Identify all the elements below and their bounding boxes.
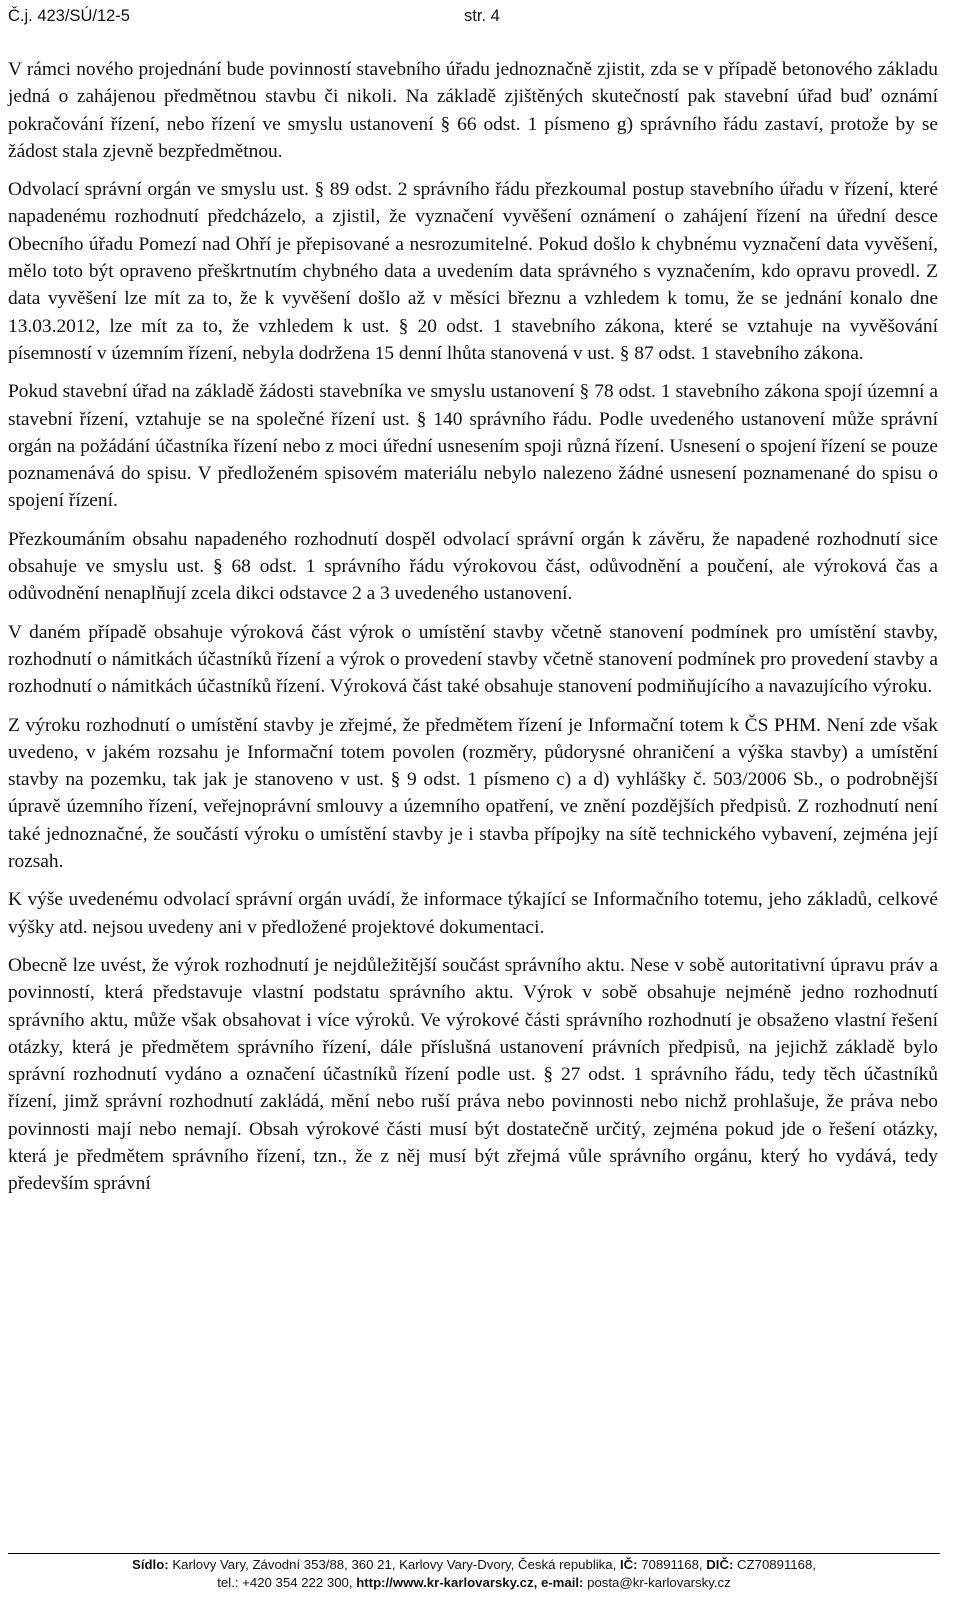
seat-label: Sídlo:: [132, 1557, 169, 1572]
paragraph: Přezkoumáním obsahu napadeného rozhodnutí dospěl odvolací správní orgán k závěru, že napadené rozhodnutí sice obsahuje ve smyslu ust. § 68 odst. 1 správního řádu výrokovou část, odůvodnění a poučení, ale výroková čas a odůvodnění nenaplňují zcela dikci odstavce 2 a 3 uvedeného ustanovení.: [8, 528, 938, 605]
email-label: e-mail:: [540, 1574, 584, 1590]
phone-value: tel.: +420 354 222 300,: [217, 1574, 353, 1590]
document-body: [8, 56, 938, 1209]
page-header: [8, 4, 952, 28]
footer-contact-row: [8, 1574, 940, 1592]
page-footer: [8, 1556, 940, 1591]
footer-address-row: [8, 1556, 940, 1574]
website-link[interactable]: http://www.kr-karlovarsky.cz,: [356, 1574, 538, 1590]
paragraph: V daném případě obsahuje výroková část výrok o umístění stavby včetně stanovení podmínek pro umístění stavby, rozhodnutí o námitkách účastníků řízení a výrok o provedení stavby včetně stanovení podmínek pro provedení stavby a rozhodnutí o námitkách účastníků řízení. Výroková část také obsahuje stanovení podmiňujícího a navazujícího výroku.: [8, 621, 938, 698]
dic-label: DIČ:: [706, 1557, 734, 1572]
ico-value: 70891168,: [641, 1557, 703, 1572]
paragraph: Z výroku rozhodnutí o umístění stavby je zřejmé, že předmětem řízení je Informační totem k ČS PHM. Není zde však uvedeno, v jakém rozsahu je Informační totem povolen (rozměry, půdorysné ohraničení a výška stavby) a umístění stavby na pozemku, tak jak je stanoveno v ust. § 9 odst. 1 písmeno c) a d) vyhlášky č. 503/2006 Sb., o podrobnější úpravě územního řízení, veřejnoprávní smlouvy a územního opatření, ve znění pozdějších předpisů. Z rozhodnutí není také jednoznačné, že součástí výroku o umístění stavby je i stavba přípojky na sítě technického vybavení, zejména její rozsah.: [8, 714, 938, 873]
email-link[interactable]: posta@kr-karlovarsky.cz: [587, 1574, 731, 1590]
reference-number: Č.j. 423/SÚ/12-5: [8, 7, 130, 25]
paragraph: K výše uvedenému odvolací správní orgán uvádí, že informace týkající se Informačního totemu, jeho základů, celkové výšky atd. nejsou uvedeny ani v předložené projektové dokumentaci.: [8, 889, 938, 938]
dic-value: CZ70891168,: [737, 1557, 816, 1572]
paragraph: Odvolací správní orgán ve smyslu ust. § 89 odst. 2 správního řádu přezkoumal postup stavebního úřadu v řízení, které napadenému rozhodnutí předcházelo, a zjistil, že vyznačení vyvěšení oznámení o zahájení řízení na úřední desce Obecního úřadu Pomezí nad Ohří je přepisované a nesrozumitelné. Pokud došlo k chybnému vyznačení data vyvěšení, mělo toto být opraveno přeškrtnutím chybného data a uvedením data správného s vyznačením, kdo opravu provedl. Z data vyvěšení lze mít za to, že k vyvěšení došlo až v měsíci březnu a vzhledem k tomu, že se jednání konalo dne 13.03.2012, lze mít za to, že vzhledem k ust. § 20 odst. 1 stavebního zákona, které se vztahuje na vyvěšování písemností v územním řízení, nebyla dodržena 15 denní lhůta stanovená v ust. § 87 odst. 1 stavebního zákona.: [8, 179, 938, 364]
paragraph: Obecně lze uvést, že výrok rozhodnutí je nejdůležitější součást správního aktu. Nese v sobě autoritativní úpravu práv a povinností, která představuje vlastní podstatu správního aktu. Výrok v sobě obsahuje nejméně jedno rozhodnutí správního aktu, může však obsahovat i více výroků. Ve výrokové části správního rozhodnutí je obsaženo vlastní řešení otázky, která je předmětem správního řízení, dále příslušná ustanovení právních předpisů, na jejichž základě bylo správní rozhodnutí vydáno a označení účastníků řízení podle ust. § 27 odst. 1 správního řádu, tedy těch účastníků řízení, jimž správní rozhodnutí zakládá, mění nebo ruší práva nebo povinnosti nebo nichž prohlašuje, že práva nebo povinnosti mají nebo nemají. Obsah výrokové části musí být dostatečně určitý, zejména pokud jde o řešení otázky, která je předmětem správního řízení, tzn., že z něj musí být zřejmá vůle správního orgánu, který ho vydává, tedy především správní: [8, 954, 938, 1195]
paragraph: Pokud stavební úřad na základě žádosti stavebníka ve smyslu ustanovení § 78 odst. 1 stavebního zákona spojí územní a stavební řízení, vztahuje se na společné řízení ust. § 140 správního řádu. Podle uvedeného ustanovení může správní orgán na požádání účastníka řízení nebo z moci úřední usnesením spoji různá řízení. Usnesení o spojení řízení se pouze poznamenává do spisu. V předloženém spisovém materiálu nebylo nalezeno žádné usnesení poznamenané do spisu o spojení řízení.: [8, 381, 938, 512]
footer-divider: [8, 1553, 940, 1554]
paragraph: V rámci nového projednání bude povinností stavebního úřadu jednoznačně zjistit, zda se v případě betonového základu jedná o zahájenou předmětnou stavbu či nikoli. Na základě zjištěných skutečností pak stavební úřad buď oznámí pokračování řízení, nebo řízení ve smyslu ustanovení § 66 odst. 1 písmeno g) správního řádu zastaví, protože by se žádost stala zjevně bezpředmětnou.: [8, 59, 938, 162]
ico-label: IČ:: [619, 1557, 638, 1572]
seat-value: Karlovy Vary, Závodní 353/88, 360 21, Karlovy Vary-Dvory, Česká republika,: [172, 1557, 617, 1572]
page-number: str. 4: [464, 7, 500, 25]
